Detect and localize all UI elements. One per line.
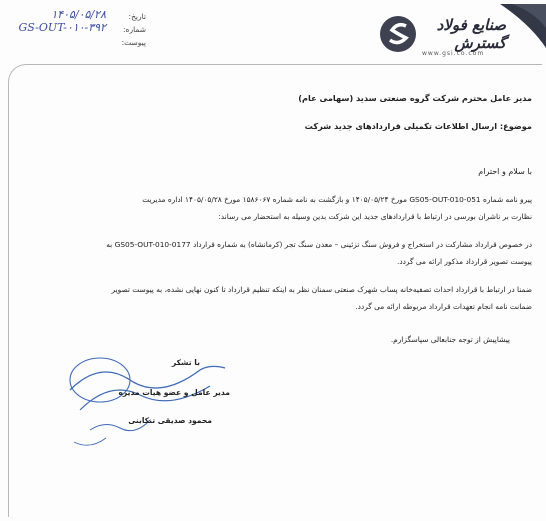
signer-name: محمود صدیقی تنکابنی <box>128 416 212 425</box>
date-label: تاریخ: <box>128 12 146 21</box>
number-value: GS-OUT-۰۱۰-۳۹۲ <box>18 21 106 34</box>
paragraph-1-line-2: نظارت بر ناشران بورسی در ارتباط با قراردادهای جدید این شرکت بدین وسیله به استحضار می رساند: <box>218 212 532 221</box>
signature-thanks: با تشکر <box>171 358 200 367</box>
paragraph-3-line-2: ضمانت نامه انجام تعهدات قرارداد مربوطه ارائه می گردد. <box>355 302 532 311</box>
logo-text: صنایع فولاد گسترش <box>436 16 506 52</box>
paragraph-3 <box>112 281 532 315</box>
logo-url: www.gsi.co.com <box>422 50 485 57</box>
closing-line: پیشاپیش از توجه جنابعالی سپاسگزارم. <box>390 335 510 344</box>
handwritten-signature-icon <box>60 350 230 460</box>
paragraph-3-line-1: ضمنا در ارتباط با قرارداد احداث تصفیه‌خانه پساب شهرک صنعتی سمنان نظر به اینکه تنظیم قرارداد تا کنون نهایی نشده، به پیوست تصویر <box>111 285 532 294</box>
logo-mark-icon <box>378 14 418 54</box>
addressee: مدیر عامل محترم شرکت گروه صنعتی سدید (سهامی عام) <box>298 93 532 103</box>
paragraph-2 <box>106 236 532 270</box>
corner-swoosh-icon <box>490 4 546 66</box>
signer-title: مدیر عامل و عضو هیات مدیره <box>118 388 230 397</box>
number-label: شماره: <box>123 25 146 34</box>
letter-meta <box>6 10 146 49</box>
paragraph-2-line-2: پیوست تصویر قرارداد مذکور ارائه می گردد. <box>396 257 532 266</box>
paragraph-1 <box>142 191 532 225</box>
subject: موضوع: ارسال اطلاعات تکمیلی قراردادهای جدید شرکت <box>304 121 532 131</box>
date-value: ۱۴۰۵/۰۵/۲۸ <box>51 8 106 21</box>
number-row <box>6 23 146 36</box>
attachment-label: پیوست: <box>121 38 146 47</box>
paragraph-2-line-1: در خصوص قرارداد مشارکت در استخراج و فروش سنگ تزئینی – معدن سنگ تجر (کرمانشاه) به شماره قرارداد GS05-OUT-010-0177 به <box>106 240 532 249</box>
greeting: با سلام و احترام <box>478 167 532 176</box>
company-logo <box>378 4 546 66</box>
paragraph-1-line-1: پیرو نامه شماره GS05-OUT-010-051 مورخ ۱۴۰۵/۰۵/۲۴ و بازگشت به نامه شماره ۱۵۸۶۰۶۷ مورخ ۱۴۰۵/۰۵/۲۸ اداره مدیریت <box>142 195 532 204</box>
signature-block <box>60 350 230 460</box>
attachment-row <box>6 36 146 49</box>
